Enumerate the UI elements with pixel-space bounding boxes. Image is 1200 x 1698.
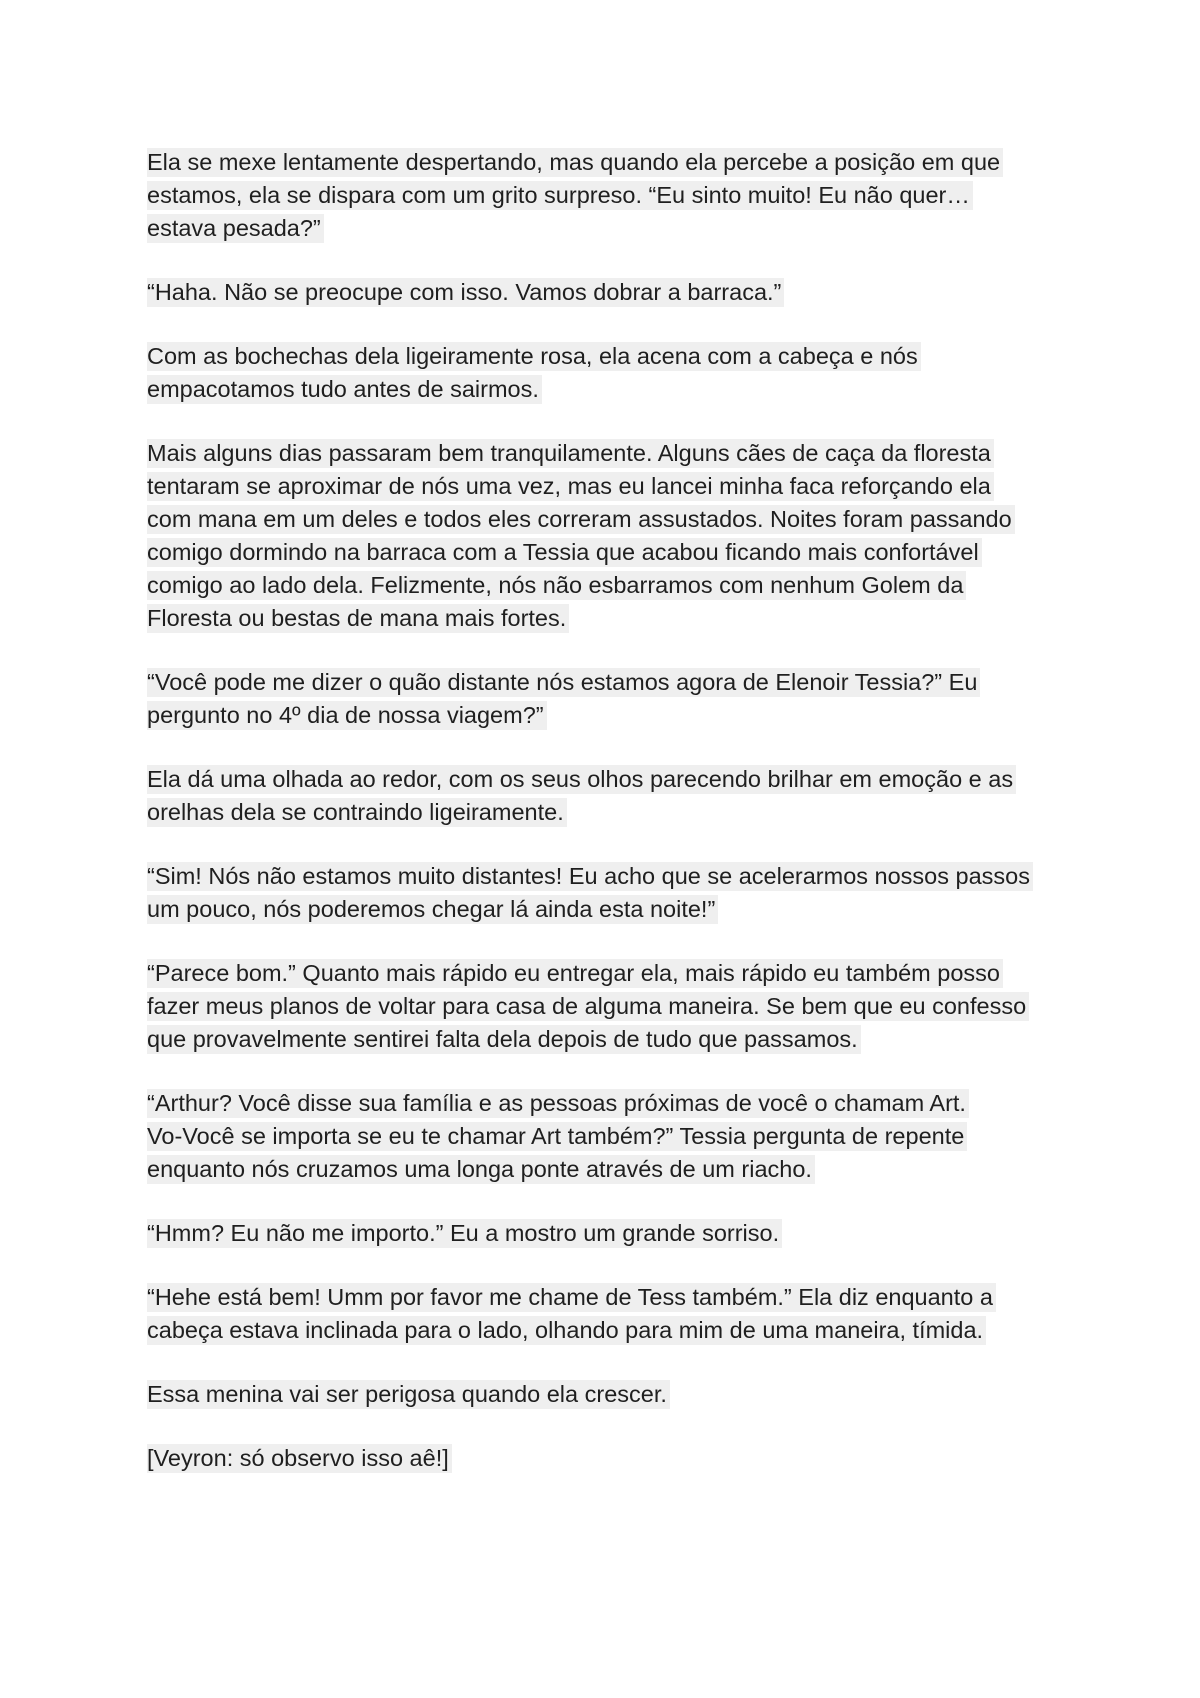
paragraph-13 <box>147 1442 1077 1475</box>
text-line: Essa menina vai ser perigosa quando ela crescer. <box>147 1378 1077 1411</box>
text-line: comigo ao lado dela. Felizmente, nós não esbarramos com nenhum Golem da <box>147 569 1077 602</box>
paragraph-8 <box>147 957 1077 1056</box>
text-line: Vo-Você se importa se eu te chamar Art também?” Tessia pergunta de repente <box>147 1120 1077 1153</box>
text-line: empacotamos tudo antes de sairmos. <box>147 373 1077 406</box>
text-line: estava pesada?” <box>147 212 1077 245</box>
document-body <box>147 146 1077 1506</box>
text-line: que provavelmente sentirei falta dela depois de tudo que passamos. <box>147 1023 1077 1056</box>
text-line: Ela dá uma olhada ao redor, com os seus olhos parecendo brilhar em emoção e as <box>147 763 1077 796</box>
paragraph-1 <box>147 146 1077 245</box>
text-line: comigo dormindo na barraca com a Tessia que acabou ficando mais confortável <box>147 536 1077 569</box>
text-line: estamos, ela se dispara com um grito surpreso. “Eu sinto muito! Eu não quer… <box>147 179 1077 212</box>
text-line: “Hehe está bem! Umm por favor me chame de Tess também.” Ela diz enquanto a <box>147 1281 1077 1314</box>
text-line: um pouco, nós poderemos chegar lá ainda esta noite!” <box>147 893 1077 926</box>
paragraph-12 <box>147 1378 1077 1411</box>
text-line: com mana em um deles e todos eles correram assustados. Noites foram passando <box>147 503 1077 536</box>
paragraph-6 <box>147 763 1077 829</box>
text-line: enquanto nós cruzamos uma longa ponte através de um riacho. <box>147 1153 1077 1186</box>
paragraph-4 <box>147 437 1077 635</box>
text-line: “Você pode me dizer o quão distante nós estamos agora de Elenoir Tessia?” Eu <box>147 666 1077 699</box>
text-line: “Haha. Não se preocupe com isso. Vamos dobrar a barraca.” <box>147 276 1077 309</box>
text-line: “Hmm? Eu não me importo.” Eu a mostro um grande sorriso. <box>147 1217 1077 1250</box>
paragraph-2 <box>147 276 1077 309</box>
paragraph-10 <box>147 1217 1077 1250</box>
paragraph-11 <box>147 1281 1077 1347</box>
paragraph-7 <box>147 860 1077 926</box>
text-line: Floresta ou bestas de mana mais fortes. <box>147 602 1077 635</box>
text-line: tentaram se aproximar de nós uma vez, mas eu lancei minha faca reforçando ela <box>147 470 1077 503</box>
text-line: Mais alguns dias passaram bem tranquilamente. Alguns cães de caça da floresta <box>147 437 1077 470</box>
text-line: Ela se mexe lentamente despertando, mas quando ela percebe a posição em que <box>147 146 1077 179</box>
text-line: “Sim! Nós não estamos muito distantes! Eu acho que se acelerarmos nossos passos <box>147 860 1077 893</box>
text-line: orelhas dela se contraindo ligeiramente. <box>147 796 1077 829</box>
text-line: “Parece bom.” Quanto mais rápido eu entregar ela, mais rápido eu também posso <box>147 957 1077 990</box>
text-line: “Arthur? Você disse sua família e as pessoas próximas de você o chamam Art. <box>147 1087 1077 1120</box>
text-line: pergunto no 4º dia de nossa viagem?” <box>147 699 1077 732</box>
text-line: [Veyron: só observo isso aê!] <box>147 1442 1077 1475</box>
text-line: fazer meus planos de voltar para casa de alguma maneira. Se bem que eu confesso <box>147 990 1077 1023</box>
paragraph-9 <box>147 1087 1077 1186</box>
text-line: cabeça estava inclinada para o lado, olhando para mim de uma maneira, tímida. <box>147 1314 1077 1347</box>
paragraph-5 <box>147 666 1077 732</box>
text-line: Com as bochechas dela ligeiramente rosa, ela acena com a cabeça e nós <box>147 340 1077 373</box>
paragraph-3 <box>147 340 1077 406</box>
